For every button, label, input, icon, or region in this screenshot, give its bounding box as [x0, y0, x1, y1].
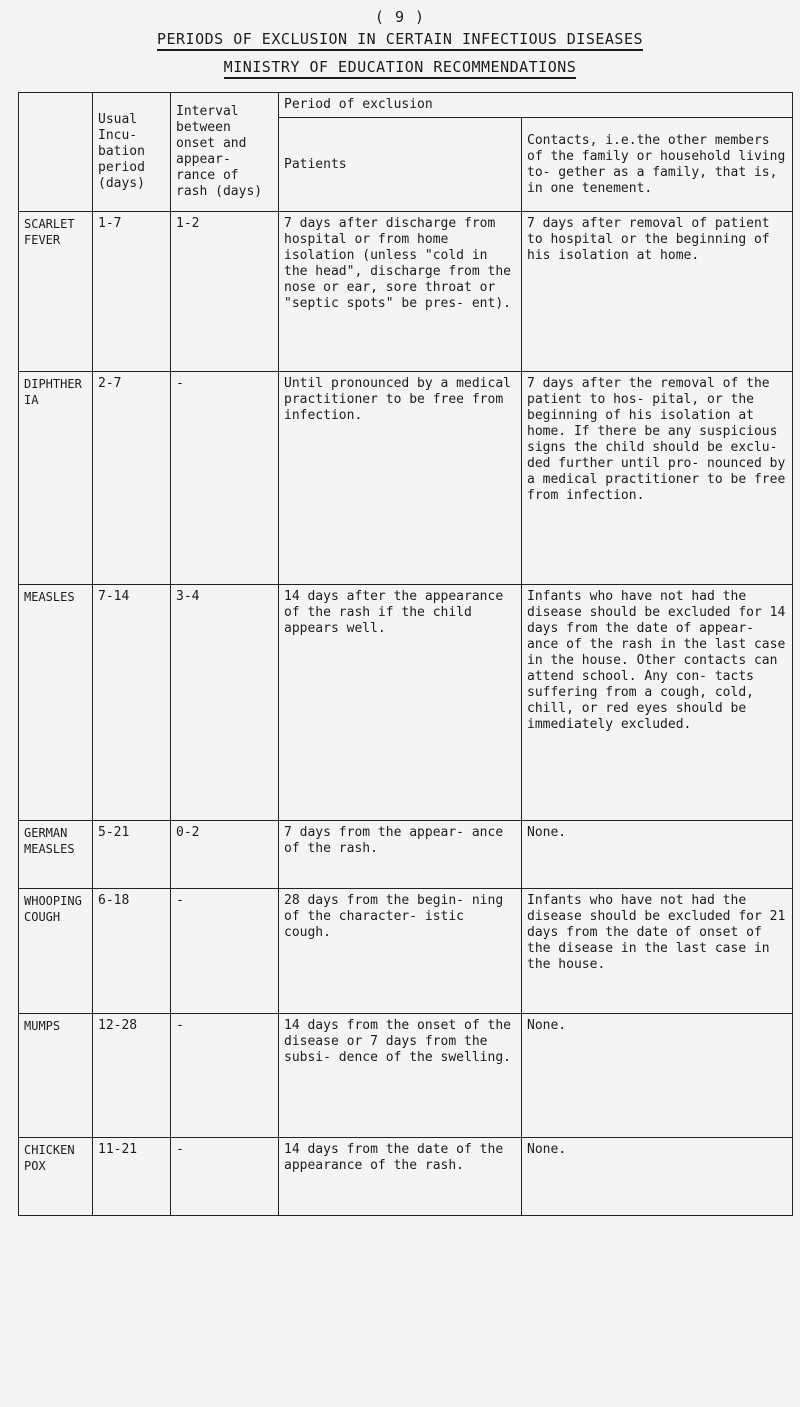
patients-text: 7 days after discharge from hospital or from home isolation (unless "cold in the head", discharge from the nose or ear, sore throat or "septic spots" be pres- ent). — [279, 212, 522, 372]
contacts-text: 7 days after the removal of the patient to hos- pital, or the beginning of his isolation at home. If there be any suspicious signs the child should be exclu- ded further until pro- nounced by a medical practitioner to be free from infection. — [522, 372, 793, 585]
disease-name: WHOOPING COUGH — [19, 889, 93, 1014]
interval-value: 1-2 — [171, 212, 279, 372]
contacts-text: Infants who have not had the disease should be excluded for 21 days from the date of onset of the disease in the last case in the house. — [522, 889, 793, 1014]
document-title — [0, 30, 800, 48]
incubation-value: 5-21 — [93, 821, 171, 889]
header-patients: Patients — [279, 118, 522, 212]
disease-name: MEASLES — [19, 585, 93, 821]
disease-name: GERMAN MEASLES — [19, 821, 93, 889]
disease-name: DIPHTHERIA — [19, 372, 93, 585]
contacts-text: Infants who have not had the disease should be excluded for 14 days from the date of appear- ance of the rash in the last case in the house. Other contacts can attend school. Any con- tacts suffering from a cough, cold, chill, or red eyes should be immediately excluded. — [522, 585, 793, 821]
interval-value: - — [171, 372, 279, 585]
incubation-value: 11-21 — [93, 1138, 171, 1216]
incubation-value: 6-18 — [93, 889, 171, 1014]
table-body — [19, 212, 793, 1216]
patients-text: 28 days from the begin- ning of the character- istic cough. — [279, 889, 522, 1014]
incubation-value: 2-7 — [93, 372, 171, 585]
patients-text: 14 days from the onset of the disease or 7 days from the subsi- dence of the swelling. — [279, 1014, 522, 1138]
table-row — [19, 372, 793, 585]
contacts-text: None. — [522, 1138, 793, 1216]
contacts-text: None. — [522, 821, 793, 889]
table-row — [19, 889, 793, 1014]
header-disease — [19, 93, 93, 212]
document-subtitle — [0, 58, 800, 76]
table-row — [19, 585, 793, 821]
incubation-value: 7-14 — [93, 585, 171, 821]
interval-value: - — [171, 1138, 279, 1216]
page-number: ( 9 ) — [374, 8, 426, 26]
header-interval: Interval between onset and appear- rance of rash (days) — [171, 93, 279, 212]
disease-name: SCARLET FEVER — [19, 212, 93, 372]
patients-text: 14 days after the appearance of the rash if the child appears well. — [279, 585, 522, 821]
interval-value: - — [171, 889, 279, 1014]
table-row — [19, 1138, 793, 1216]
patients-text: 14 days from the date of the appearance of the rash. — [279, 1138, 522, 1216]
interval-value: - — [171, 1014, 279, 1138]
interval-value: 0-2 — [171, 821, 279, 889]
disease-name: MUMPS — [19, 1014, 93, 1138]
exclusion-table — [18, 92, 793, 1216]
document-subtitle-text: MINISTRY OF EDUCATION RECOMMENDATIONS — [224, 58, 577, 79]
table-row — [19, 821, 793, 889]
table-row — [19, 212, 793, 372]
contacts-text: 7 days after removal of patient to hospital or the beginning of his isolation at home. — [522, 212, 793, 372]
contacts-text: None. — [522, 1014, 793, 1138]
incubation-value: 1-7 — [93, 212, 171, 372]
disease-name: CHICKEN POX — [19, 1138, 93, 1216]
table-header — [19, 93, 793, 212]
patients-text: 7 days from the appear- ance of the rash. — [279, 821, 522, 889]
header-incubation: Usual Incu- bation period (days) — [93, 93, 171, 212]
interval-value: 3-4 — [171, 585, 279, 821]
header-exclusion: Period of exclusion — [279, 93, 793, 118]
table-row — [19, 1014, 793, 1138]
document-title-text: PERIODS OF EXCLUSION IN CERTAIN INFECTIOUS DISEASES — [157, 30, 643, 51]
incubation-value: 12-28 — [93, 1014, 171, 1138]
patients-text: Until pronounced by a medical practitioner to be free from infection. — [279, 372, 522, 585]
header-contacts: Contacts, i.e.the other members of the family or household living to- gether as a family, that is, in one tenement. — [522, 118, 793, 212]
